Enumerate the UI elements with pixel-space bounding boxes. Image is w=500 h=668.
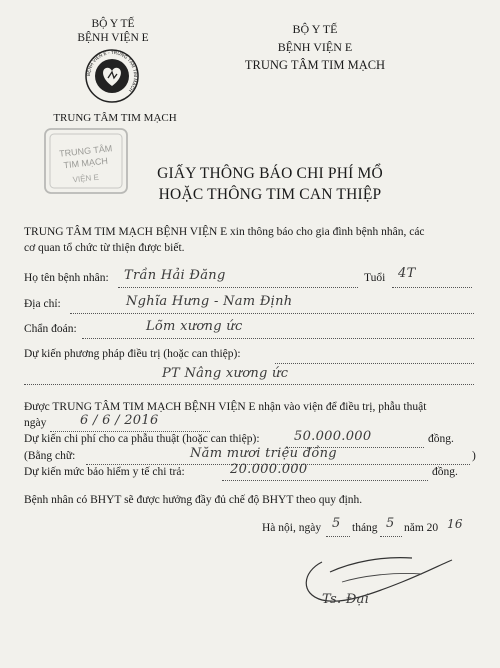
dateline-day-line — [326, 536, 350, 537]
document-title-line-1: GIẤY THÔNG BÁO CHI PHÍ MỔ — [157, 165, 383, 182]
header-left-ministry: BỘ Y TẾ — [91, 18, 135, 30]
diagnosis-line — [82, 338, 474, 339]
intro-line-2: cơ quan tổ chức từ thiện được biết. — [24, 242, 185, 254]
admission-date-line — [50, 431, 210, 432]
cost-value: 50.000.000 — [294, 429, 372, 444]
header-left-hospital: BỆNH VIỆN E — [77, 32, 149, 44]
diagnosis-label: Chẩn đoán: — [24, 323, 77, 335]
header-right-ministry: BỘ Y TẾ — [292, 22, 338, 36]
dateline-day: 5 — [332, 516, 341, 531]
insurance-note: Bệnh nhân có BHYT sẽ được hưởng đầy đủ chế độ BHYT theo quy định. — [24, 494, 363, 506]
patient-age-label: Tuổi — [364, 272, 386, 284]
insurance-label: Dự kiến mức bảo hiểm y tế chi trả: — [24, 466, 185, 478]
signature-scribble — [282, 542, 462, 622]
address-label: Địa chỉ: — [24, 298, 61, 310]
insurance-value: 20.000.000 — [230, 462, 308, 477]
stamp-line-2: TIM MẠCH — [63, 155, 109, 171]
stamp-line-3: VIỆN E — [72, 172, 100, 185]
stamp-line-1: TRUNG TÂM — [58, 143, 113, 159]
header-right-center: TRUNG TÂM TIM MẠCH — [244, 58, 386, 72]
dateline-month-label: tháng — [352, 522, 378, 534]
dateline-month-line — [380, 536, 402, 537]
signature-name: Ts. Đại — [322, 592, 370, 607]
treatment-method-value: PT Nâng xương ức — [162, 366, 289, 381]
patient-age-line — [392, 287, 472, 288]
cost-in-words-value: Năm mươi triệu đồng — [190, 446, 337, 461]
header-right-hospital: BỆNH VIỆN E — [277, 40, 353, 54]
header-left-caption: TRUNG TÂM TIM MẠCH — [53, 112, 177, 124]
dateline-month: 5 — [386, 516, 395, 531]
cost-label: Dự kiến chi phí cho ca phẫu thuật (hoặc can thiệp): — [24, 433, 260, 445]
patient-name-line — [118, 287, 358, 288]
heart-center-logo — [84, 48, 140, 104]
address-value: Nghĩa Hưng - Nam Định — [126, 294, 293, 309]
treatment-method-label: Dự kiến phương pháp điều trị (hoặc can thiệp): — [24, 348, 241, 360]
dateline-prefix: Hà nội, ngày — [262, 522, 322, 534]
admission-statement: Được TRUNG TÂM TIM MẠCH BỆNH VIỆN E nhận vào viện để điều trị, phẫu thuật — [24, 401, 427, 413]
admission-date-value: 6 / 6 / 2016 — [80, 413, 159, 428]
patient-age-value: 4T — [398, 266, 416, 281]
dateline-year: 16 — [447, 517, 463, 531]
admission-date-label: ngày — [24, 417, 47, 429]
diagnosis-value: Lõm xương ức — [146, 319, 243, 334]
intro-line-1: TRUNG TÂM TIM MẠCH BỆNH VIỆN E xin thông báo cho gia đình bệnh nhân, các — [24, 226, 425, 238]
treatment-method-line-2 — [24, 384, 474, 385]
treatment-method-line-1 — [275, 363, 474, 364]
dateline-year-label: năm 20 — [404, 522, 439, 534]
patient-name-label: Họ tên bệnh nhân: — [24, 272, 109, 284]
address-line — [70, 313, 474, 314]
cost-in-words-close: ) — [472, 450, 476, 462]
insurance-unit: đồng. — [432, 466, 458, 478]
insurance-line — [222, 480, 428, 481]
cost-in-words-label: (Bằng chữ: — [24, 450, 76, 462]
logo-ring-text: BỆNH VIỆN E - TRUNG TÂM TIM MẠCH — [85, 49, 139, 93]
patient-name-value: Trần Hải Đăng — [124, 268, 226, 283]
cost-unit: đồng. — [428, 433, 454, 445]
document-title-line-2: HOẶC THÔNG TIM CAN THIỆP — [158, 186, 382, 203]
